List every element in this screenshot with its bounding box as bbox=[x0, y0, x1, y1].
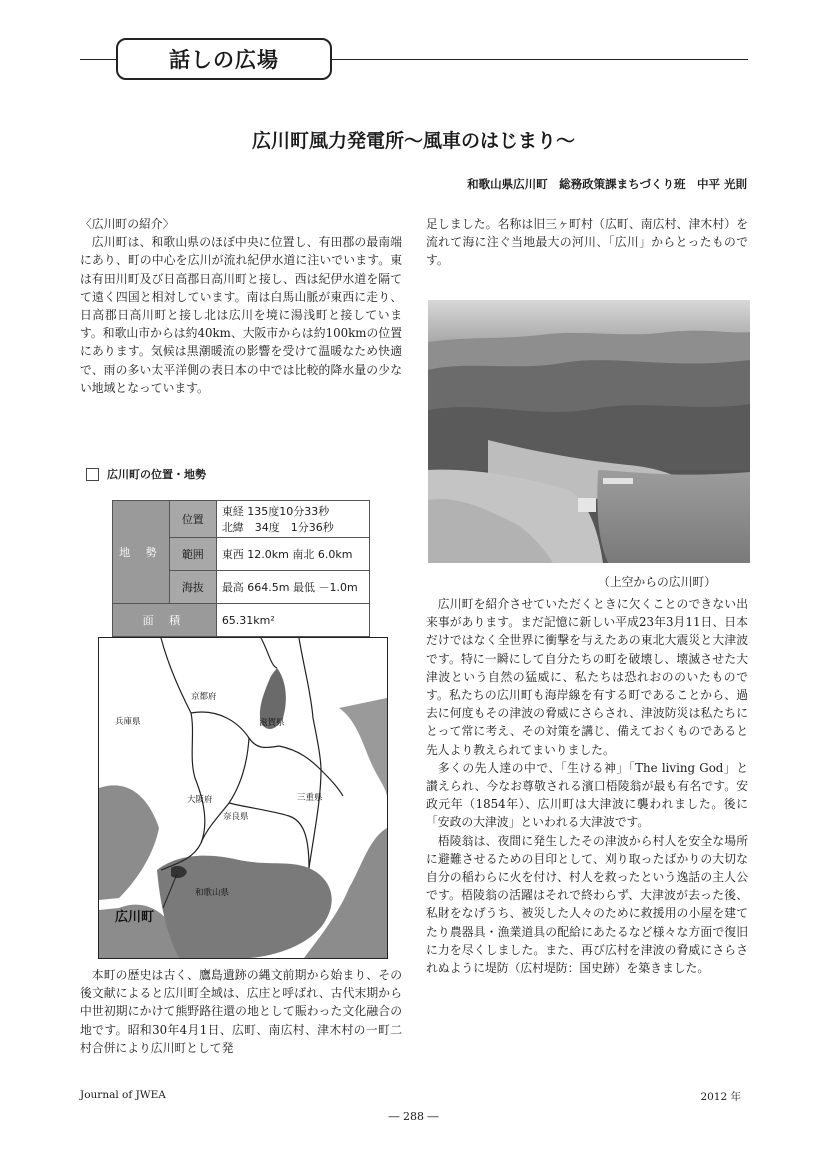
page-number: ― 288 ― bbox=[388, 1110, 439, 1123]
article-title: 広川町風力発電所～風車のはじまり～ bbox=[251, 130, 575, 152]
area-label-cell: 面 積 bbox=[113, 604, 217, 637]
intro-heading: 〈広川町の紹介〉 bbox=[80, 217, 175, 231]
tsunami-paragraph: 広川町を紹介させていただくときに欠くことのできない出来事があります。まだ記憶に新しい平成23年3月11日、日本だけではなく全世界に衝撃を与えたあの東北大震災と大津波です。特に一瞬にして自分たちの町を破壊し、壊滅させた大津波という自然の猛威に、私たちは恐れおののいたものです。私たちの広川町も海岸線を有する町であることから、過去に何度もその津波の脅威にさらされ、津波防災は私たちにとって常に考え、その対策を講じ、備えておくものであると先人より教えられてまいりました。 bbox=[426, 597, 748, 757]
left-column-intro bbox=[80, 215, 402, 397]
aerial-photo bbox=[428, 300, 750, 563]
aerial-photo-image bbox=[428, 300, 750, 563]
journal-year: 2012 年 bbox=[700, 1091, 741, 1103]
row-label-cell: 範囲 bbox=[169, 538, 216, 571]
row-value-cell bbox=[216, 501, 369, 538]
location-info-box bbox=[86, 466, 396, 627]
right-column-history bbox=[426, 595, 748, 977]
table-row bbox=[113, 604, 370, 637]
right-column-cont bbox=[426, 215, 748, 270]
row-value-line: 東経 135度10分33秒 bbox=[221, 505, 330, 518]
label-nara: 奈良県 bbox=[223, 812, 249, 822]
row-label-cell: 位置 bbox=[169, 501, 216, 538]
goryo-story-paragraph: 梧陵翁は、夜間に発生したその津波から村人を安全な場所に避難させるための目印として、刈り取ったばかりの大切な自分の稲わらに火を付け、村人を救ったという逸話の主人公です。梧陵翁の活躍はそれで終わらず、大津波が去った後、私財をなげうち、被災した人々のために救援用の小屋を建てたり農器具・漁業道具の配給にあたるなど様々な方面で復旧に力を尽くしました。また、再び広村を津波の脅威にさらされぬように堤防（広村堤防：国史跡）を築きました。 bbox=[426, 833, 748, 976]
info-title bbox=[86, 466, 206, 482]
table-row bbox=[113, 501, 370, 538]
info-table bbox=[112, 500, 370, 637]
label-mie: 三重県 bbox=[297, 793, 323, 803]
label-hyogo: 兵庫県 bbox=[115, 717, 141, 727]
continued-paragraph: 足しました。名称は旧三ヶ町村（広町、南広村、津木村）を流れて海に注ぐ当地最大の河川、「広川」からとったものです。 bbox=[426, 217, 748, 268]
section-label: 話しの広場 bbox=[116, 38, 332, 80]
info-title-text: 広川町の位置・地勢 bbox=[107, 468, 206, 481]
article-author: 和歌山県広川町 総務政策課まちづくり班 中平 光則 bbox=[467, 177, 747, 191]
row-value-line: 北緯 34度 1分36秒 bbox=[221, 521, 334, 534]
label-osaka: 大阪府 bbox=[187, 795, 213, 805]
row-value-cell: 最高 664.5m 最低 －1.0m bbox=[216, 571, 369, 604]
location-map bbox=[98, 637, 388, 959]
label-wakayama: 和歌山県 bbox=[195, 888, 230, 898]
area-value-cell: 65.31km² bbox=[216, 604, 369, 637]
row-value-cell: 東西 12.0km 南北 6.0km bbox=[216, 538, 369, 571]
goryo-paragraph: 多くの先人達の中で、「生ける神」「The living God」と讃えられ、今なお尊敬される濱口梧陵翁が最も有名です。安政元年（1854年）、広川町は大津波に襲われました。後に「安政の大津波」といわれる大津波です。 bbox=[426, 760, 748, 830]
photo-caption: （上空からの広川町） bbox=[598, 575, 716, 589]
history-paragraph: 本町の歴史は古く、鷹島遺跡の縄文前期から始まり、その後文献によると広川町全域は、広庄と呼ばれ、古代末期から中世初期にかけて熊野路往還の地として賑わった文化融合の地です。昭和30年4月1日、広町、南広村、津木村の一町二村合併により広川町として発 bbox=[80, 968, 402, 1055]
journal-name: Journal of JWEA bbox=[80, 1089, 166, 1101]
section-header bbox=[80, 38, 748, 82]
group-label-cell: 地 勢 bbox=[113, 501, 170, 604]
row-label-cell: 海抜 bbox=[169, 571, 216, 604]
checkbox-square-icon bbox=[86, 468, 99, 481]
left-column-history bbox=[80, 966, 402, 1057]
label-shiga: 滋賀県 bbox=[259, 718, 285, 728]
label-hirokawa: 広川町 bbox=[115, 910, 155, 925]
label-kyoto: 京都府 bbox=[191, 692, 217, 702]
intro-paragraph: 広川町は、和歌山県のほぼ中央に位置し、有田郡の最南端にあり、町の中心を広川が流れ紀伊水道に注いでいます。東は有田川町及び日高郡日高川町と接し、西は紀伊水道を隔てて遠く四国と相対しています。南は白馬山脈が東西に走り、日高郡日高川町と接し北は広川を境に湯浅町と接しています。和歌山市からは約40km、大阪市からは約100kmの位置にあります。気候は黒潮暖流の影響を受けて温暖なため快適で、雨の多い太平洋側の表日本の中では比較的降水量の少ない地域となっています。 bbox=[80, 235, 402, 395]
